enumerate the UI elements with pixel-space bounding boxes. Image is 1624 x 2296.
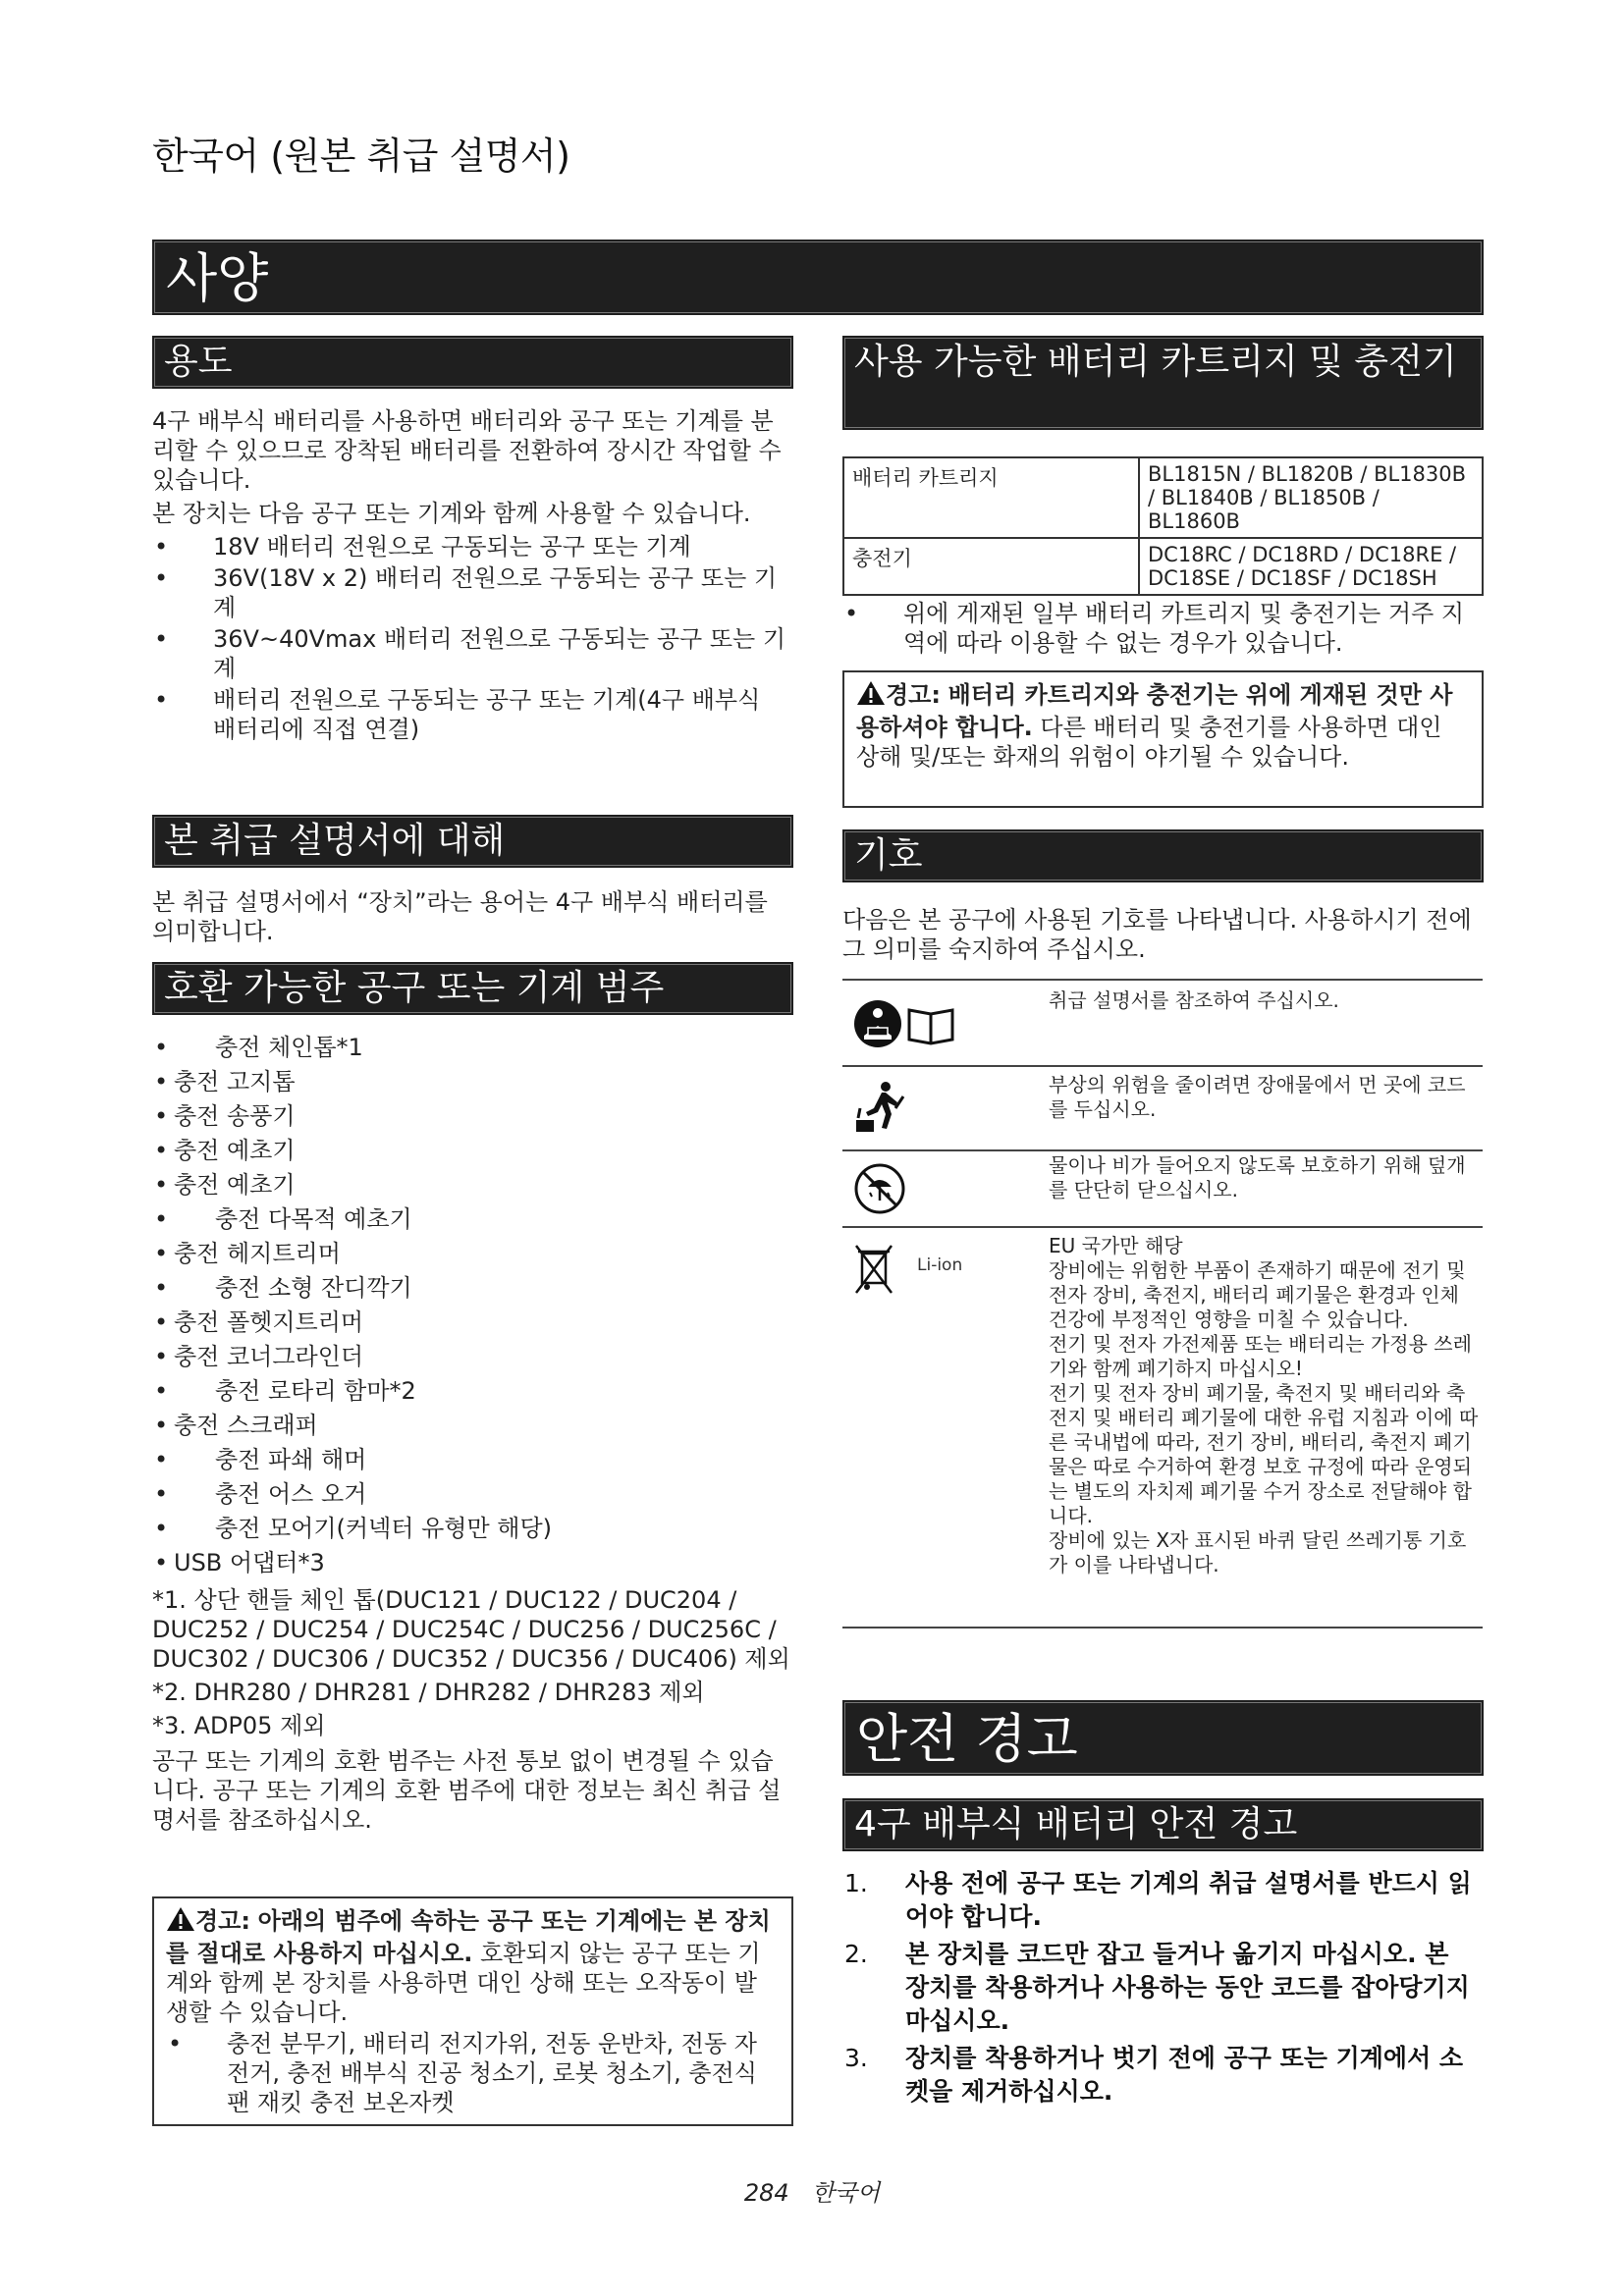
list-item <box>842 1867 1481 1934</box>
usage-heading: 용도 <box>152 336 793 389</box>
compat-item: • 충전 폴헷지트리머 <box>152 1306 790 1339</box>
symbol-text: 부상의 위험을 줄이려면 장애물에서 먼 곳에 코드를 두십시오. <box>1049 1073 1466 1121</box>
battery-note-item: • 위에 게재된 일부 배터리 카트리지 및 충전기는 거주 지역에 따라 이용할 수 없는 경우가 있습니다. <box>842 599 1481 658</box>
list-item <box>842 2042 1481 2109</box>
weee-line: 장비에 있는 X자 표시된 바퀴 달린 쓰레기통 기호가 이를 나타냅니다. <box>1049 1528 1467 1576</box>
weee-line: 전기 및 전자 장비 폐기물, 축전지 및 배터리와 축전지 및 배터리 폐기물에 대한 유럽 지침과 이에 따른 국내법에 따라, 전기 장비, 배터리, 축전지 폐기물은 따로 수거하여 환경 보호 규정에 따라 운영되는 별도의 자치제 폐기물 수거 장소로 전달해야 합니다. <box>1049 1381 1479 1527</box>
symbol-row-rain <box>842 1149 1483 1228</box>
battery-value-cell <box>1139 457 1483 538</box>
compat-item: • 충전 예초기 <box>152 1168 790 1201</box>
compat-item: • 충전 코너그라인더 <box>152 1340 790 1373</box>
usage-section <box>152 406 790 746</box>
compat-item: • 충전 로타리 함마*2 <box>152 1374 790 1408</box>
compat-item: • 충전 다목적 예초기 <box>152 1202 790 1236</box>
warning-text: 호환되지 않는 공구 또는 기계와 함께 본 장치를 사용하면 대인 상해 또는 오작동이 발생할 수 있습니다. <box>166 1940 761 2026</box>
warning-triangle-icon <box>166 1906 195 1939</box>
spec-band: 사양 <box>152 240 1484 315</box>
book-icon <box>909 1010 952 1043</box>
page-number: 284 <box>743 2179 789 2207</box>
warning-list <box>166 2029 780 2117</box>
cord-obstacle-icon <box>852 1079 907 1138</box>
battery-warning-box <box>842 670 1484 808</box>
warning-text: 다른 배터리 및 충전기를 사용하면 대인 상해 및/또는 화재의 위험이 야기될 수 있습니다. <box>856 714 1442 771</box>
weee-line: 장비에는 위험한 부품이 존재하기 때문에 전기 및 전자 장비, 축전지, 배터리 폐기물은 환경과 인체 건강에 부정적인 영향을 미칠 수 있습니다. <box>1049 1258 1466 1331</box>
step-number: 2. <box>844 1940 868 1968</box>
compat-section <box>152 1031 790 1839</box>
compat-item: • 충전 소형 잔디깍기 <box>152 1271 790 1305</box>
step-number: 3. <box>844 2044 868 2072</box>
symbol-row-weee <box>842 1226 1483 1629</box>
usage-paragraph-2: 본 장치는 다음 공구 또는 기계와 함께 사용할 수 있습니다. <box>152 500 751 527</box>
symbol-text: 취급 설명서를 참조하여 주십시오. <box>1049 988 1339 1012</box>
warning-bold-text: 아래의 범주에 속하는 공구 또는 기계에는 본 장치를 절대로 사용하지 마십시오. <box>166 1907 771 1967</box>
weee-line: EU 국가만 해당 <box>1049 1234 1183 1257</box>
compat-item: • USB 어댑터*3 <box>152 1546 790 1579</box>
compat-item: • 충전 스크래퍼 <box>152 1409 790 1442</box>
weee-line: 전기 및 전자 가전제품 또는 배터리는 가정용 쓰레기와 함께 폐기하지 마십시오! <box>1049 1332 1472 1380</box>
charger-label-cell <box>843 538 1139 595</box>
warning-label: 경고: <box>886 681 941 709</box>
compat-note-2: *2. DHR280 / DHR281 / DHR282 / DHR283 제외 <box>152 1679 705 1706</box>
usage-list <box>152 532 790 744</box>
symbol-text: 물이나 비가 들어오지 않도록 보호하기 위해 덮개를 단단히 닫으십시오. <box>1049 1153 1466 1201</box>
usage-item: • 18V 배터리 전원으로 구동되는 공구 또는 기계 <box>152 532 790 561</box>
compat-heading: 호환 가능한 공구 또는 기계 범주 <box>152 962 793 1015</box>
charger-value-cell <box>1139 538 1483 595</box>
battery-label: 배터리 카트리지 <box>852 466 999 490</box>
no-rain-icon <box>852 1161 907 1220</box>
symbol-row-manual <box>842 981 1483 1067</box>
crossed-bin-icon <box>852 1242 895 1301</box>
compat-item: • 충전 어스 오거 <box>152 1477 790 1511</box>
battery-table <box>842 456 1484 596</box>
usage-item: • 배터리 전원으로 구동되는 공구 또는 기계(4구 배부식 배터리에 직접 연결) <box>152 685 790 744</box>
compat-item: • 충전 고지톱 <box>152 1065 790 1098</box>
charger-label: 충전기 <box>852 547 912 570</box>
usage-paragraph-1: 4구 배부식 배터리를 사용하면 배터리와 공구 또는 기계를 분리할 수 있으므로 장착된 배터리를 전환하여 장시간 작업할 수 있습니다. <box>152 407 782 494</box>
step-text: 장치를 착용하거나 벗기 전에 공구 또는 기계에서 소켓을 제거하십시오. <box>905 2044 1464 2106</box>
step-text: 사용 전에 공구 또는 기계의 취급 설명서를 반드시 읽어야 합니다. <box>905 1869 1472 1931</box>
compat-warning-box <box>152 1896 793 2126</box>
symbol-row-cord <box>842 1065 1483 1151</box>
compat-item: • 충전 예초기 <box>152 1134 790 1167</box>
warning-label: 경고: <box>195 1907 250 1935</box>
compat-item: • 충전 체인톱*1 <box>152 1031 790 1064</box>
compat-list <box>152 1031 790 1579</box>
charger-value: DC18RC / DC18RD / DC18RE / DC18SE / DC18SF / DC18SH <box>1148 543 1457 590</box>
step-number: 1. <box>844 1869 868 1897</box>
compat-note-3: *3. ADP05 제외 <box>152 1712 326 1739</box>
table-row <box>843 457 1483 538</box>
compat-paragraph: 공구 또는 기계의 호환 범주는 사전 통보 없이 변경될 수 있습니다. 공구 또는 기계의 호환 범주에 대한 정보는 최신 취급 설명서를 참조하십시오. <box>152 1747 782 1834</box>
compat-item: • 충전 파쇄 해머 <box>152 1443 790 1476</box>
table-row <box>843 538 1483 595</box>
about-heading: 본 취급 설명서에 대해 <box>152 815 793 868</box>
battery-note <box>842 599 1481 660</box>
warning-bold-text: 배터리 카트리지와 충전기는 위에 게재된 것만 사용하셔야 합니다. <box>856 681 1453 741</box>
liion-label: Li-ion <box>917 1255 963 1275</box>
weee-text <box>1049 1234 1481 1577</box>
usage-item: • 36V(18V x 2) 배터리 전원으로 구동되는 공구 또는 기계 <box>152 563 790 622</box>
symbols-heading: 기호 <box>842 829 1484 882</box>
step-text: 본 장치를 코드만 잡고 들거나 옮기지 마십시오. 본 장치를 착용하거나 사용하는 동안 코드를 잡아당기지 마십시오. <box>905 1940 1470 2035</box>
footer-language: 한국어 <box>811 2179 881 2207</box>
safety-heading: 4구 배부식 배터리 안전 경고 <box>842 1798 1484 1851</box>
safety-band: 안전 경고 <box>842 1700 1484 1776</box>
page-title: 한국어 (원본 취급 설명서) <box>152 134 570 178</box>
read-manual-icon <box>852 996 960 1055</box>
battery-label-cell <box>843 457 1139 538</box>
safety-steps <box>842 1867 1481 2112</box>
compat-note-1: *1. 상단 핸들 체인 톱(DUC121 / DUC122 / DUC204 / DUC252 / DUC254 / DUC254C / DUC256 / DUC256C / DUC302 / DUC306 / DUC352 / DUC356 / DUC406) 제외 <box>152 1586 790 1673</box>
battery-value: BL1815N / BL1820B / BL1830B / BL1840B / BL1850B / BL1860B <box>1148 462 1467 533</box>
compat-item: • 충전 송풍기 <box>152 1099 790 1133</box>
about-text: 본 취급 설명서에서 “장치”라는 용어는 4구 배부식 배터리를 의미합니다. <box>152 888 768 945</box>
page-footer <box>0 2173 1624 2208</box>
list-item <box>842 1938 1481 2038</box>
usage-item: • 36V~40Vmax 배터리 전원으로 구동되는 공구 또는 기계 <box>152 624 790 683</box>
warning-item: • 충전 분무기, 배터리 전지가위, 전동 운반차, 전동 자전거, 충전 배부식 진공 청소기, 로봇 청소기, 충전식 팬 재킷 충전 보온자켓 <box>166 2029 780 2117</box>
compat-item: • 충전 헤지트리머 <box>152 1237 790 1270</box>
battery-heading: 사용 가능한 배터리 카트리지 및 충전기 <box>842 336 1484 430</box>
compat-item: • 충전 모어기(커넥터 유형만 해당) <box>152 1512 790 1545</box>
symbols-intro: 다음은 본 공구에 사용된 기호를 나타냅니다. 사용하시기 전에 그 의미를 숙지하여 주십시오. <box>842 906 1472 963</box>
warning-triangle-icon <box>856 680 886 713</box>
